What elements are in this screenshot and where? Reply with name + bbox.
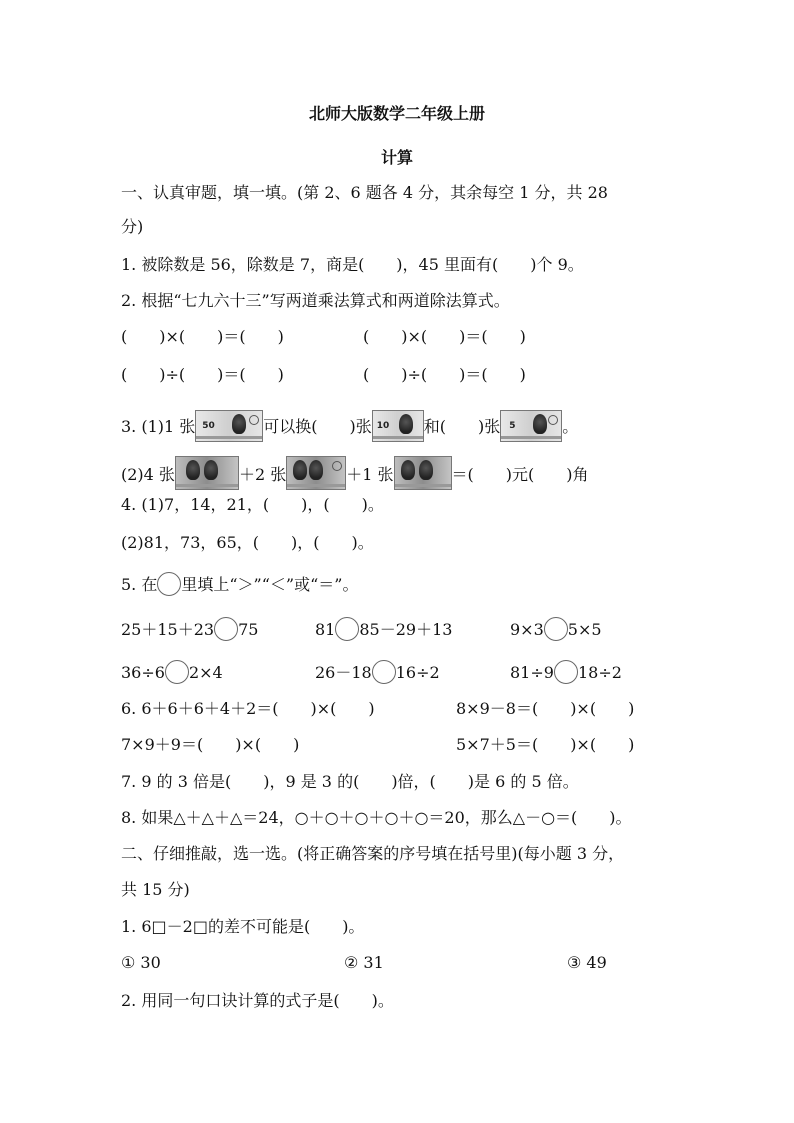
answer-circle[interactable] <box>544 617 568 641</box>
answer-circle[interactable] <box>214 617 238 641</box>
question-8: 8. 如果△＋△＋△＝24，○＋○＋○＋○＋○＝20，那么△－○＝( )。 <box>121 808 632 827</box>
q5-r1c3-left: 9×3 <box>510 620 544 639</box>
q3-2-text-d: ＝( )元( )角 <box>451 465 589 484</box>
q5-compare-r2c2 <box>315 660 440 684</box>
banknote-50-yuan-icon <box>195 410 263 442</box>
question-6-c: 7×9＋9＝( )×( ) <box>121 735 300 754</box>
question-3-2 <box>121 456 588 490</box>
question-1: 1. 被除数是 56，除数是 7，商是( )，45 里面有( )个 9。 <box>121 255 584 274</box>
question-6-b: 8×9－8＝( )×( ) <box>456 699 635 718</box>
q5-r1c2-left: 81 <box>315 620 336 639</box>
page-title: 北师大版数学二年级上册 <box>308 104 485 123</box>
section2-heading-cont: 共 15 分) <box>121 880 190 899</box>
q5-r1c1-right: 75 <box>238 620 259 639</box>
q5-r1c3-right: 5×5 <box>567 620 602 639</box>
q2-multiplication-1: ( )×( )＝( ) <box>121 327 284 346</box>
q5-r2c2-left: 26－18 <box>315 663 372 682</box>
question-6-a: 6. 6＋6＋6＋4＋2＝( )×( ) <box>121 699 375 718</box>
q2-division-2: ( )÷( )＝( ) <box>363 365 526 384</box>
q5-r2c2-right: 16÷2 <box>395 663 440 682</box>
question-5 <box>121 572 358 596</box>
section1-heading: 一、认真审题，填一填。(第 2、6 题各 4 分，其余每空 1 分，共 28 <box>121 183 608 202</box>
section1-heading-cont: 分) <box>121 217 144 236</box>
answer-circle[interactable] <box>372 660 396 684</box>
answer-circle[interactable] <box>554 660 578 684</box>
section2-question-2: 2. 用同一句口诀计算的式子是( )。 <box>121 991 394 1010</box>
s2-q1-option-3[interactable]: ③ 49 <box>567 953 607 972</box>
q5-compare-r2c1 <box>121 660 223 684</box>
q5-text-a: 5. 在 <box>121 575 158 594</box>
q3-1-text-a: 3. (1)1 张 <box>121 417 196 436</box>
q5-text-b: 里填上“＞”“＜”或“＝”。 <box>181 575 359 594</box>
question-2: 2. 根据“七九六十三”写两道乘法算式和两道除法算式。 <box>121 291 510 310</box>
q2-division-1: ( )÷( )＝( ) <box>121 365 284 384</box>
question-7: 7. 9 的 3 倍是( )，9 是 3 的( )倍，( )是 6 的 5 倍。 <box>121 772 579 791</box>
banknote-1-jiao-icon <box>175 456 239 490</box>
answer-circle[interactable] <box>165 660 189 684</box>
answer-circle[interactable] <box>335 617 359 641</box>
banknote-5-yuan-icon <box>500 410 562 442</box>
banknote-2-jiao-icon <box>286 456 346 490</box>
question-4-1: 4. (1)7，14，21，( )，( )。 <box>121 495 384 514</box>
q5-compare-r1c1 <box>121 617 258 641</box>
page-subtitle: 计算 <box>380 148 413 167</box>
s2-q1-option-1[interactable]: ① 30 <box>121 953 161 972</box>
q3-1-text-d: 。 <box>562 417 579 436</box>
q5-r2c3-left: 81÷9 <box>510 663 554 682</box>
banknote-5-jiao-icon <box>394 456 452 490</box>
banknote-50-label: 50 <box>202 421 215 431</box>
s2-q1-option-2[interactable]: ② 31 <box>344 953 384 972</box>
section2-question-1: 1. 6□－2□的差不可能是( )。 <box>121 917 365 936</box>
q5-r2c1-left: 36÷6 <box>121 663 165 682</box>
banknote-5-label: 5 <box>509 421 516 431</box>
q5-compare-r1c3 <box>510 617 602 641</box>
question-4-2: (2)81，73，65，( )，( )。 <box>121 533 374 552</box>
q3-2-text-c: ＋1 张 <box>346 465 394 484</box>
q5-r1c2-right: 85－29＋13 <box>359 620 453 639</box>
q5-compare-r1c2 <box>315 617 452 641</box>
q3-2-text-b: ＋2 张 <box>238 465 287 484</box>
q3-1-text-c: 和( )张 <box>423 417 501 436</box>
q2-multiplication-2: ( )×( )＝( ) <box>363 327 526 346</box>
q5-compare-r2c3 <box>510 660 622 684</box>
q5-r2c3-right: 18÷2 <box>577 663 622 682</box>
section2-heading: 二、仔细推敲，选一选。(将正确答案的序号填在括号里)(每小题 3 分， <box>121 844 625 863</box>
q5-r2c1-right: 2×4 <box>188 663 223 682</box>
question-6-d: 5×7＋5＝( )×( ) <box>456 735 635 754</box>
banknote-10-yuan-icon <box>372 410 424 442</box>
q3-1-text-b: 可以换( )张 <box>263 417 372 436</box>
compare-circle-icon <box>157 572 181 596</box>
q3-2-text-a: (2)4 张 <box>121 465 175 484</box>
question-3-1 <box>121 410 578 442</box>
q5-r1c1-left: 25＋15＋23 <box>121 620 215 639</box>
banknote-10-label: 10 <box>376 421 390 431</box>
